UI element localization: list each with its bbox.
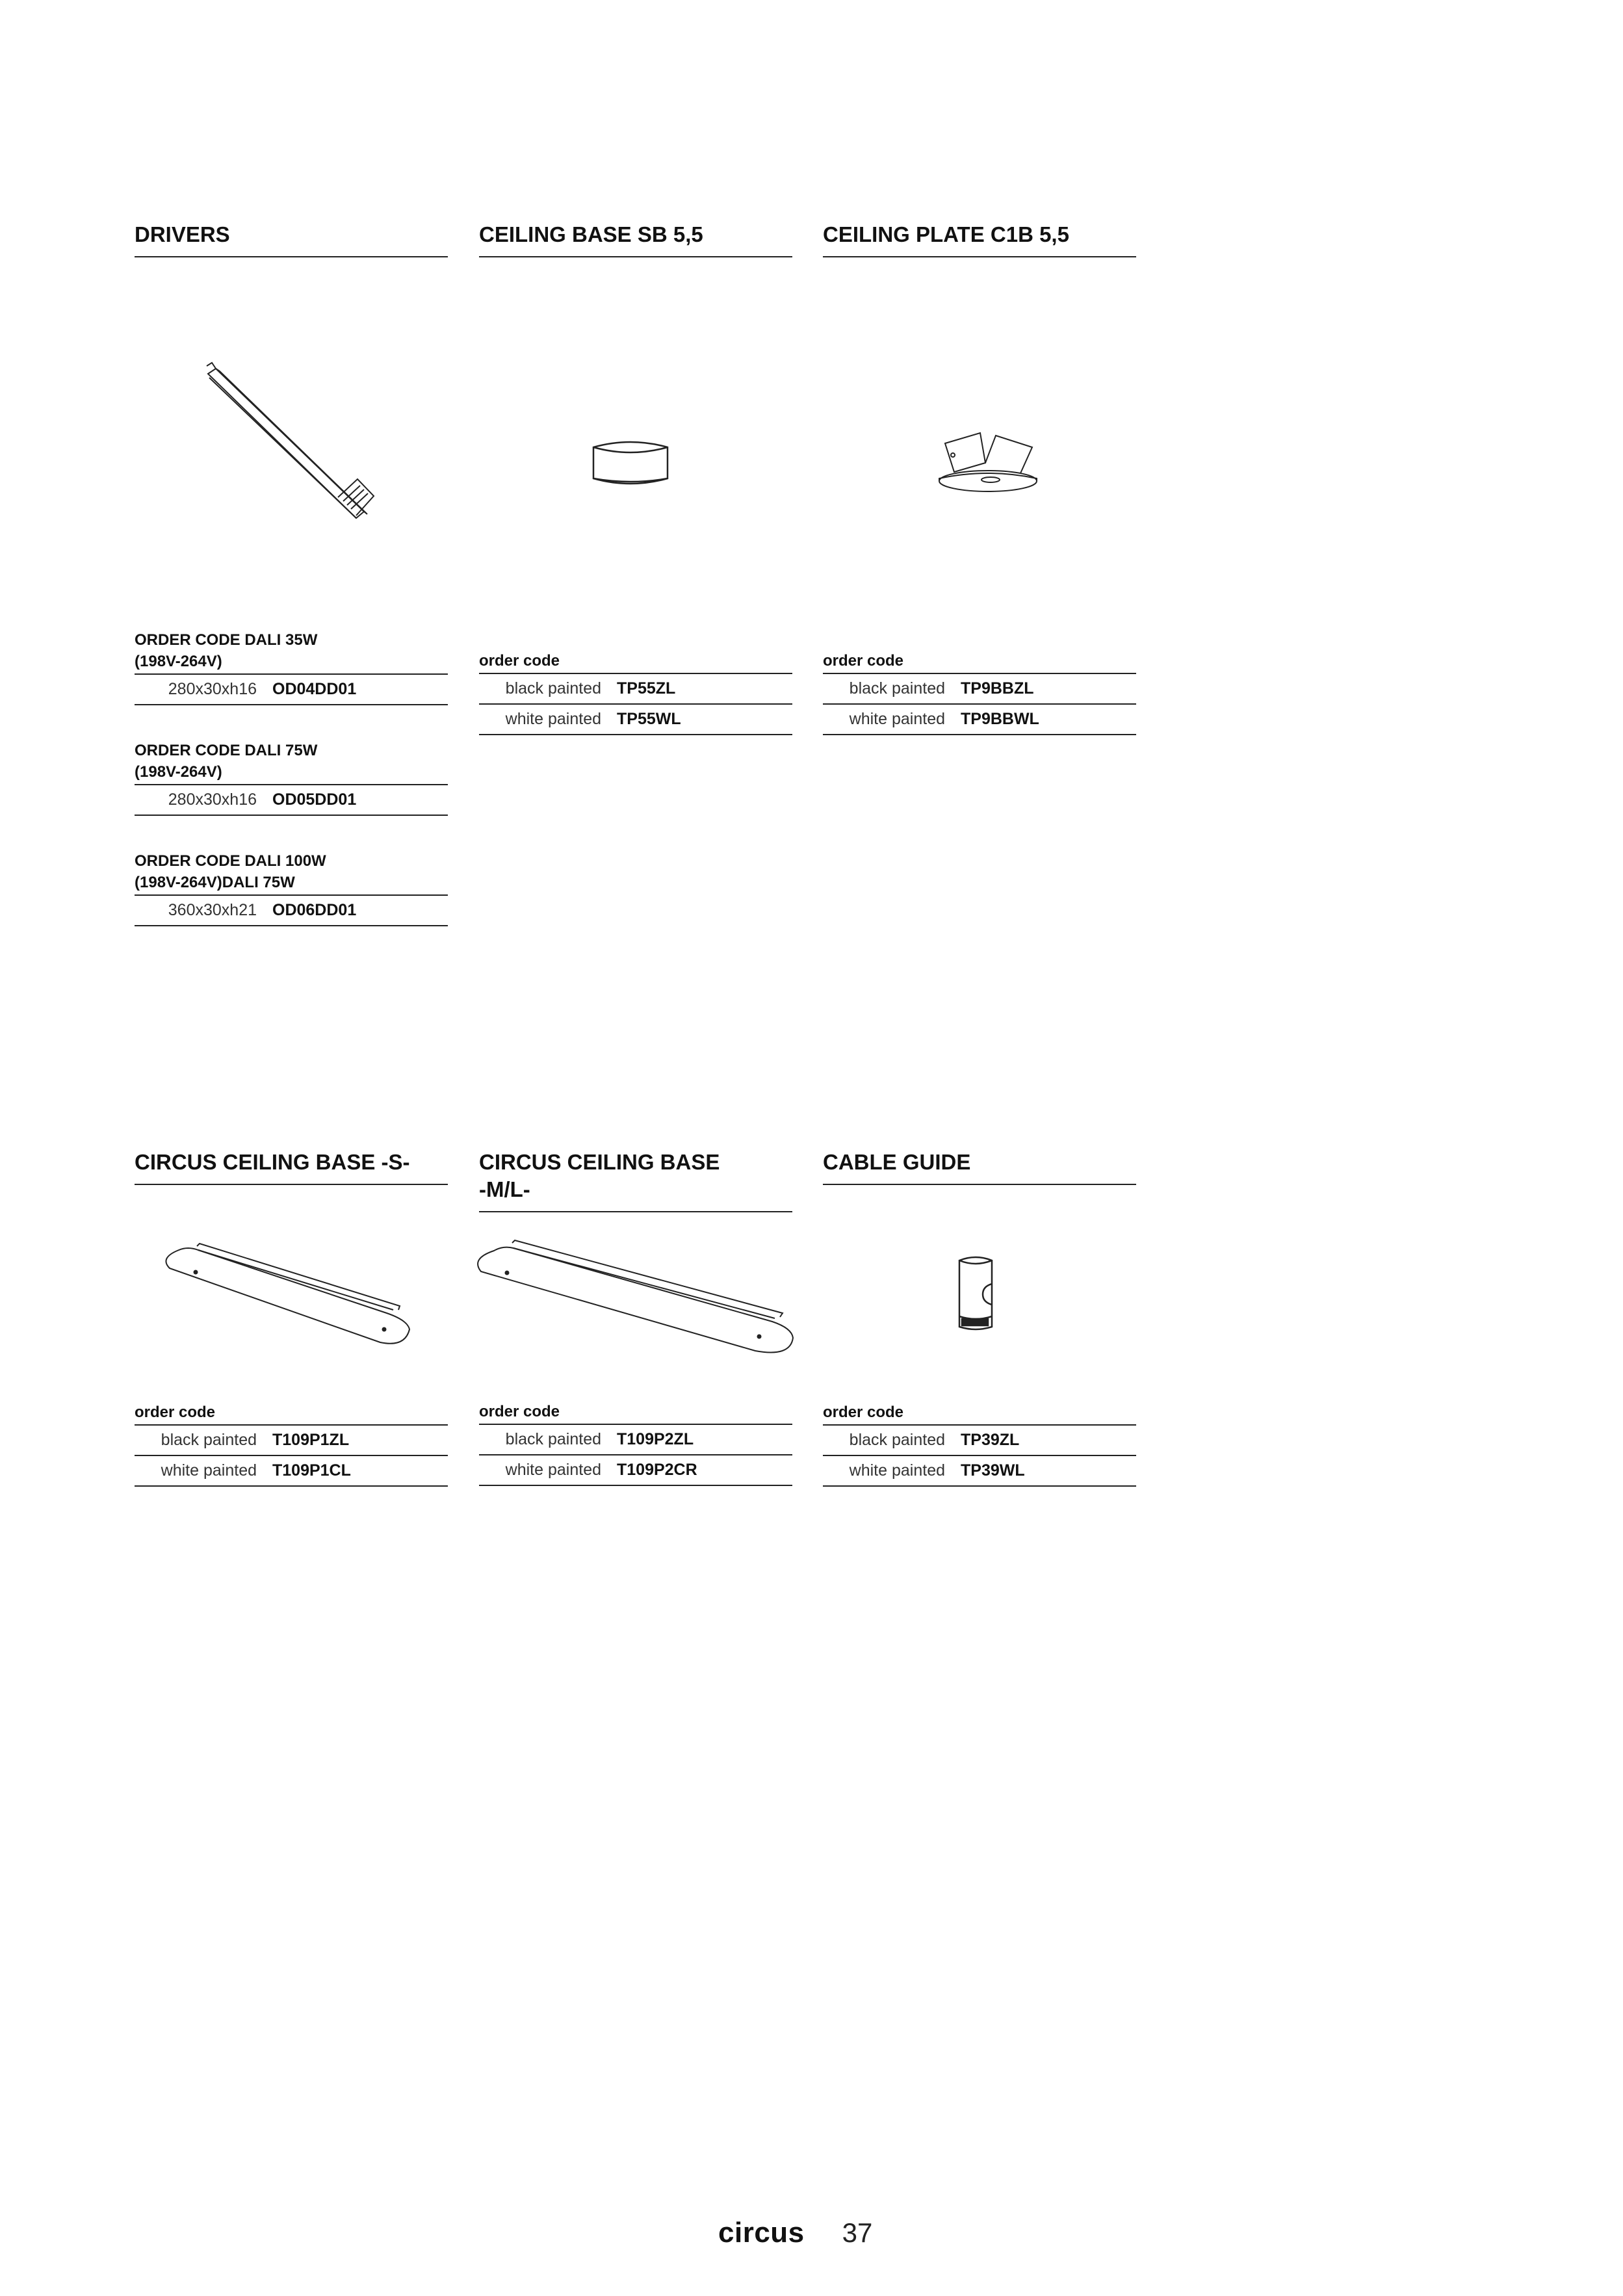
group-heading: order code	[135, 1402, 448, 1426]
driver-unit-illustration	[201, 361, 377, 530]
circus-base-ml-group	[479, 1401, 792, 1486]
order-code: T109P1CL	[272, 1461, 351, 1480]
section-title: CABLE GUIDE	[823, 1149, 1136, 1185]
group-heading	[135, 740, 448, 785]
finish-label: white painted	[849, 710, 945, 728]
dimension-label: 360x30xh21	[168, 901, 257, 919]
ceiling-base-small-illustration	[159, 1238, 422, 1349]
order-code: TP9BBZL	[961, 679, 1034, 698]
group-heading: order code	[479, 1401, 792, 1425]
order-code: OD05DD01	[272, 790, 357, 809]
brand-name: circus	[718, 2217, 805, 2249]
section-title: DRIVERS	[135, 221, 448, 257]
finish-label: black painted	[161, 1431, 257, 1449]
table-row	[479, 1455, 792, 1486]
ceiling-plate-section	[823, 221, 1136, 257]
order-code: TP9BBWL	[961, 710, 1039, 728]
section-title	[479, 1149, 792, 1212]
group-heading: order code	[823, 650, 1136, 674]
order-code: T109P1ZL	[272, 1431, 350, 1449]
table-row	[135, 1426, 448, 1456]
driver-group-35w	[135, 629, 448, 705]
driver-group-75w	[135, 740, 448, 816]
table-row	[135, 1456, 448, 1487]
ceiling-base-sb-section	[479, 221, 792, 257]
finish-label: black painted	[505, 1430, 601, 1448]
group-heading: order code	[823, 1402, 1136, 1426]
table-row	[479, 705, 792, 735]
heading-line: ORDER CODE DALI 35W	[135, 631, 318, 649]
title-line: CIRCUS CEILING BASE	[479, 1150, 720, 1174]
table-row	[135, 785, 448, 816]
order-code: OD04DD01	[272, 680, 357, 698]
table-row	[479, 1425, 792, 1455]
group-heading: order code	[479, 650, 792, 674]
heading-line: (198V-264V)	[135, 763, 222, 781]
circus-base-s-group	[135, 1402, 448, 1487]
order-code: OD06DD01	[272, 901, 357, 919]
ceiling-base-large-illustration	[469, 1234, 801, 1357]
drivers-section	[135, 221, 448, 257]
cable-guide-section	[823, 1149, 1136, 1185]
table-row	[823, 1426, 1136, 1456]
table-row	[823, 1456, 1136, 1487]
dimension-label: 280x30xh16	[168, 680, 257, 698]
section-title: CIRCUS CEILING BASE -S-	[135, 1149, 448, 1185]
finish-label: black painted	[849, 679, 945, 698]
finish-label: white painted	[505, 710, 601, 728]
order-code: TP39ZL	[961, 1431, 1020, 1449]
ceiling-base-cylinder-illustration	[588, 434, 673, 494]
section-title: CEILING BASE SB 5,5	[479, 221, 792, 257]
finish-label: white painted	[505, 1461, 601, 1479]
order-code: T109P2ZL	[617, 1430, 694, 1448]
table-row	[823, 674, 1136, 705]
circus-ceiling-base-ml-section	[479, 1149, 792, 1212]
heading-line: (198V-264V)	[135, 653, 222, 670]
heading-line: ORDER CODE DALI 100W	[135, 852, 326, 870]
finish-label: white painted	[849, 1461, 945, 1480]
ceiling-plate-illustration	[923, 429, 1053, 501]
driver-group-100w	[135, 850, 448, 926]
page-footer	[718, 2217, 872, 2249]
page-number: 37	[842, 2217, 873, 2248]
finish-label: white painted	[161, 1461, 257, 1480]
section-title: CEILING PLATE C1B 5,5	[823, 221, 1136, 257]
finish-label: black painted	[505, 679, 601, 698]
order-code: TP55ZL	[617, 679, 676, 698]
cable-guide-group	[823, 1402, 1136, 1487]
group-heading	[135, 850, 448, 896]
table-row	[823, 705, 1136, 735]
circus-ceiling-base-s-section	[135, 1149, 448, 1185]
order-code: T109P2CR	[617, 1461, 697, 1479]
heading-line: (198V-264V)DALI 75W	[135, 874, 295, 891]
ceiling-base-sb-group	[479, 650, 792, 735]
cable-guide-illustration	[953, 1251, 998, 1336]
order-code: TP55WL	[617, 710, 681, 728]
heading-line: ORDER CODE DALI 75W	[135, 742, 318, 759]
table-row	[135, 675, 448, 705]
title-line: -M/L-	[479, 1177, 530, 1201]
ceiling-plate-group	[823, 650, 1136, 735]
finish-label: black painted	[849, 1431, 945, 1449]
group-heading	[135, 629, 448, 675]
table-row	[479, 674, 792, 705]
dimension-label: 280x30xh16	[168, 790, 257, 809]
order-code: TP39WL	[961, 1461, 1025, 1480]
table-row	[135, 896, 448, 926]
